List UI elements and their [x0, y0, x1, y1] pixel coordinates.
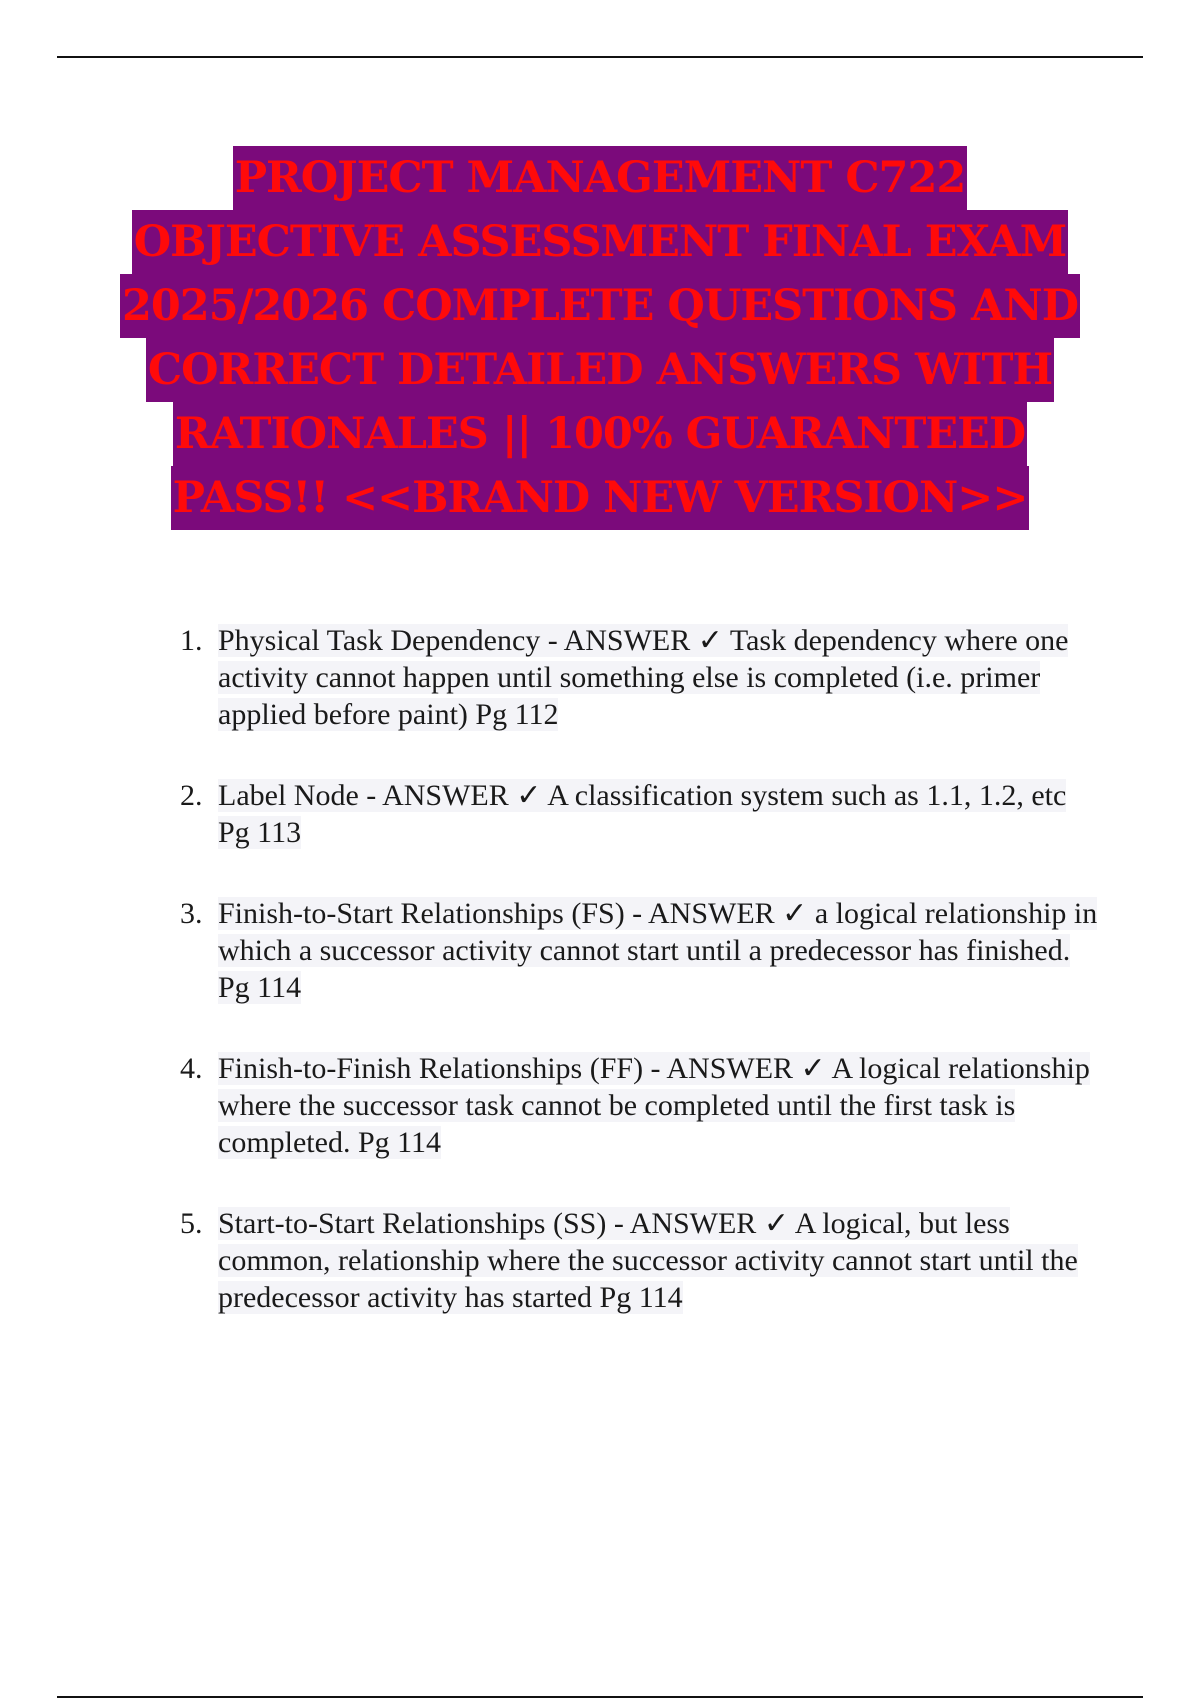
list-item [170, 895, 1100, 1006]
document-title [0, 146, 1200, 530]
top-rule [57, 56, 1143, 58]
item-text: Physical Task Dependency - ANSWER ✓ Task dependency where one activity cannot happen until something else is completed (i.e. primer applied before paint) Pg 112 [218, 624, 1069, 731]
item-number: 3. [180, 897, 203, 930]
item-number: 5. [180, 1207, 203, 1240]
bottom-rule [57, 1696, 1143, 1698]
item-text: Start-to-Start Relationships (SS) - ANSWER ✓ A logical, but less common, relationship where the successor activity cannot start until the predecessor activity has started Pg 114 [218, 1207, 1078, 1314]
list-item [170, 1050, 1100, 1161]
item-number: 1. [180, 624, 203, 657]
item-number: 2. [180, 779, 203, 812]
title-line-6: PASS!! <<BRAND NEW VERSION>> [171, 466, 1030, 530]
item-text: Finish-to-Start Relationships (FS) - ANSWER ✓ a logical relationship in which a successor activity cannot start until a predecessor has finished. Pg 114 [218, 897, 1098, 1004]
item-text: Label Node - ANSWER ✓ A classification system such as 1.1, 1.2, etc Pg 113 [218, 779, 1067, 849]
title-line-4: CORRECT DETAILED ANSWERS WITH [146, 338, 1054, 402]
item-text: Finish-to-Finish Relationships (FF) - ANSWER ✓ A logical relationship where the successor task cannot be completed until the first task is completed. Pg 114 [218, 1052, 1090, 1159]
title-line-5: RATIONALES || 100% GUARANTEED [173, 402, 1027, 466]
title-line-3: 2025/2026 COMPLETE QUESTIONS AND [120, 274, 1080, 338]
title-line-2: OBJECTIVE ASSESSMENT FINAL EXAM [132, 210, 1069, 274]
item-number: 4. [180, 1052, 203, 1085]
list-item [170, 1205, 1100, 1316]
list-item [170, 622, 1100, 733]
list-item [170, 777, 1100, 851]
title-line-1: PROJECT MANAGEMENT C722 [233, 146, 968, 210]
qa-list [170, 622, 1100, 1360]
